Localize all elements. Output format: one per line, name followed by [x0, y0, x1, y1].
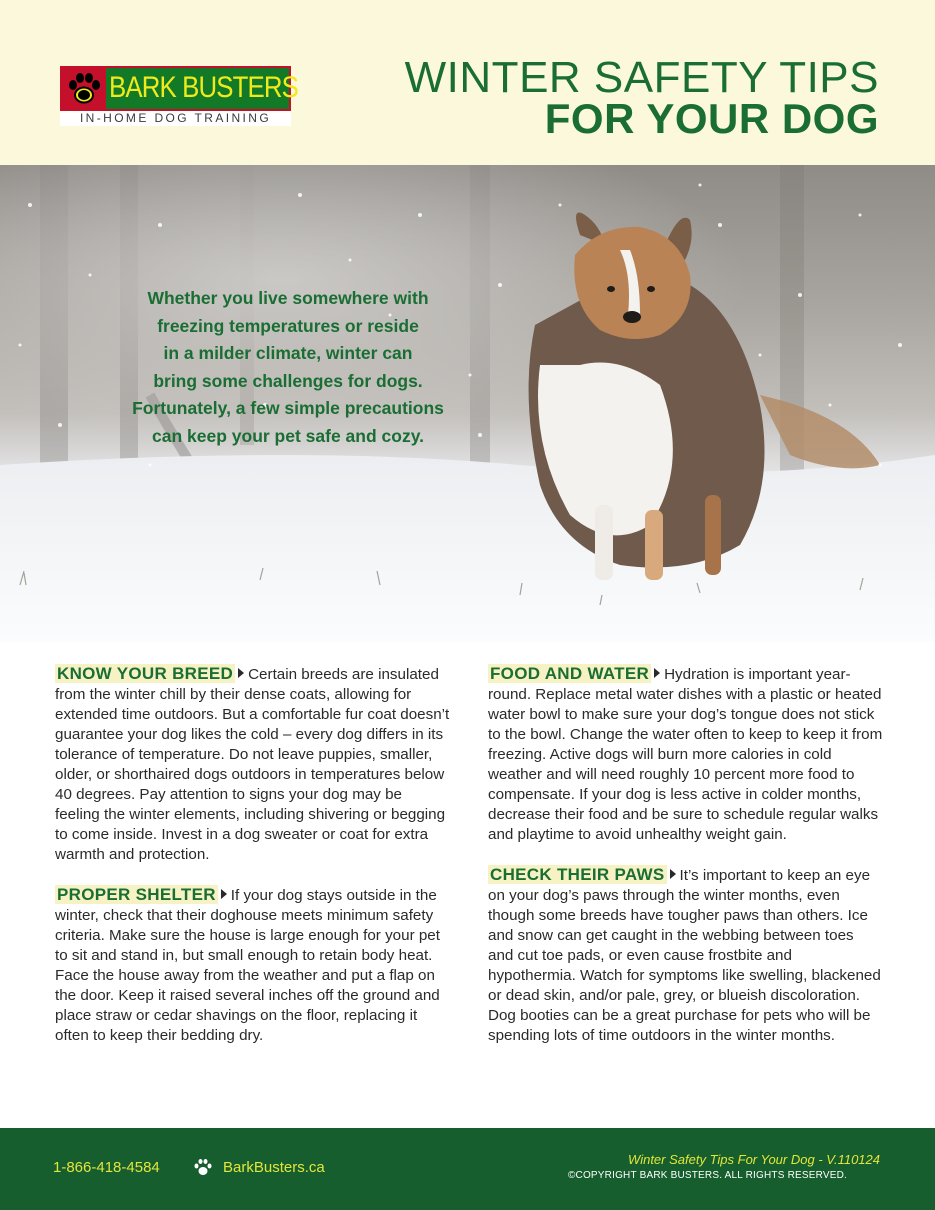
intro-line: in a milder climate, winter can — [163, 343, 413, 363]
logo-tagline: IN-HOME DOG TRAINING — [60, 111, 291, 126]
section-text: Certain breeds are insulated from the winter chill by their dense coats, allowing for extended time outdoors. But a comfortable fur coat doesn’t guarantee your dog likes the cold – every dog differs in its tolerance of temperature. Do not leave puppies, smaller, older, or shorthaired dogs outdoors in temperatures below 40 degrees. Pay attention to signs your dog may be feeling the winter elements, including shivering or begging to come inside. Invest in a dog sweater or coat for extra warmth and protection. — [55, 666, 450, 863]
triangle-arrow-icon — [654, 668, 660, 678]
section-proper-shelter — [55, 885, 450, 1046]
section-food-and-water — [488, 664, 883, 845]
section-heading: KNOW YOUR BREED — [57, 664, 234, 683]
phone-number-link[interactable]: 1-866-418-4584 — [53, 1159, 160, 1176]
hero-photo — [0, 165, 935, 642]
bark-busters-logo[interactable] — [60, 66, 298, 126]
page-title-line2: FOR YOUR DOG — [544, 95, 879, 142]
header — [0, 0, 935, 165]
intro-line: bring some challenges for dogs. — [153, 370, 423, 391]
triangle-arrow-icon — [221, 889, 227, 899]
section-heading: CHECK THEIR PAWS — [490, 865, 665, 884]
triangle-arrow-icon — [670, 869, 676, 879]
intro-line: can keep your pet safe and cozy. — [152, 425, 424, 446]
section-know-your-breed — [55, 664, 450, 865]
section-text: Hydration is important year-round. Replace metal water dishes with a plastic or heated water bowl to make sure your dog’s tongue does not stick to the bowl. Change the water often to keep to keep it from freezing. Active dogs will burn more calories in cold weather and will need roughly 10 percent more food to compensate. If your dog is less active in colder months, decrease their food and be sure to schedule regular walks and playtime to avoid unhealthy weight gain. — [488, 666, 883, 843]
section-check-their-paws — [488, 865, 883, 1046]
copyright-notice: ©COPYRIGHT BARK BUSTERS. ALL RIGHTS RESERVED. — [567, 1170, 847, 1181]
intro-line: freezing temperatures or reside — [157, 315, 419, 336]
intro-line: Fortunately, a few simple precautions — [132, 398, 444, 418]
logo-banner — [60, 66, 298, 111]
website-link[interactable]: BarkBusters.ca — [223, 1159, 325, 1176]
left-column — [55, 664, 450, 1066]
triangle-arrow-icon — [238, 668, 244, 678]
section-heading: FOOD AND WATER — [490, 664, 650, 683]
logo-name: BARK BUSTERS — [109, 71, 298, 104]
page-title-line1: WINTER SAFETY TIPS — [404, 53, 879, 102]
paw-logo-icon — [62, 68, 106, 109]
section-heading: PROPER SHELTER — [57, 885, 216, 904]
footer — [0, 1128, 935, 1210]
section-text: It’s important to keep an eye on your dog’s paws through the winter months, even though some breeds have tougher paws than others. Ice and snow can get caught in the webbing between toes and cut toe pads, or even cause frostbite and hypothermia. Watch for symptoms like swelling, blackened or dead skin, and/or pale, grey, or blueish discoloration. Dog booties can be a great purchase for pets who will be spending lots of time outdoors in the winter months. — [488, 867, 881, 1044]
intro-line: Whether you live somewhere with — [147, 288, 429, 308]
intro-text — [108, 285, 468, 450]
section-text: If your dog stays outside in the winter, check that their doghouse meets minimum safety criteria. Make sure the house is large enough for your pet to sit and stand in, but small enough to retain body heat. Face the house away from the weather and put a flap on the door. Keep it raised several inches off the ground and place straw or cedar shavings on the floor, replacing it often to keep their bedding dry. — [55, 887, 440, 1044]
right-column — [488, 664, 883, 1066]
document-version: Winter Safety Tips For Your Dog - V.110124 — [628, 1152, 880, 1167]
paw-icon — [193, 1158, 213, 1177]
